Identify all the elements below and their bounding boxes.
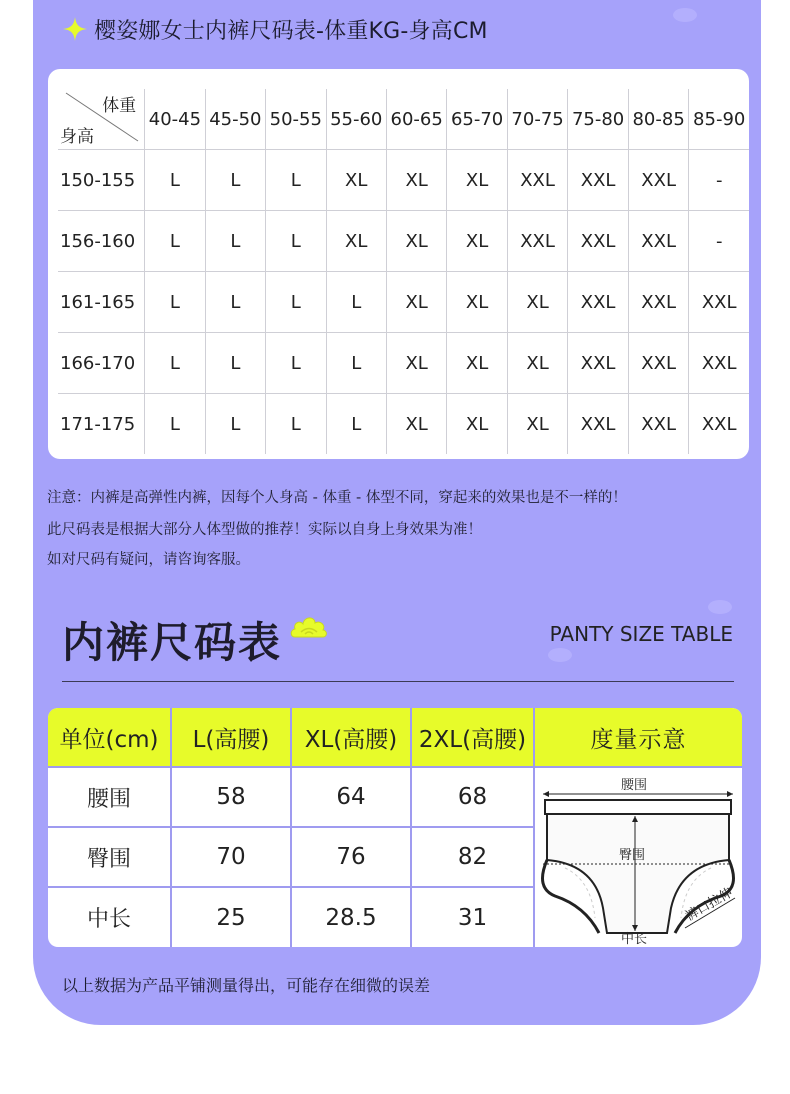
size-value: 82 [412, 828, 535, 888]
table-row [58, 211, 749, 272]
weight-range: 45-50 [205, 89, 265, 150]
size-cell: XXL [568, 333, 629, 394]
size-cell: XL [386, 272, 446, 333]
section-subtitle: PANTY SIZE TABLE [549, 622, 733, 646]
note-line: 此尺码表是根据大部分人体型做的推荐！实际以自身上身效果为准！ [47, 522, 482, 538]
height-range: 150-155 [58, 150, 145, 211]
weight-range: 75-80 [568, 89, 629, 150]
weight-range: 65-70 [447, 89, 507, 150]
corner-weight-label: 体重 [102, 96, 137, 116]
size-cell: XL [447, 150, 507, 211]
size-cell: XL [386, 211, 446, 272]
weight-range: 80-85 [628, 89, 689, 150]
size-cell: XXL [628, 394, 689, 455]
header-size-2xl: 2XL(高腰) [412, 708, 535, 768]
corner-height-label: 身高 [60, 127, 94, 147]
weight-range: 40-45 [145, 89, 205, 150]
decor-dot [673, 8, 697, 22]
decor-dot [548, 648, 572, 662]
size-value: 31 [412, 888, 535, 947]
size-cell: XL [386, 333, 446, 394]
size-cell: XL [447, 333, 507, 394]
weight-range: 50-55 [266, 89, 326, 150]
size-cell: XXL [507, 150, 568, 211]
diagram-waist-label: 腰围 [621, 778, 648, 793]
size-cell: XL [386, 394, 446, 455]
size-cell: XXL [568, 150, 629, 211]
size-cell: L [266, 333, 326, 394]
table-row [58, 394, 749, 455]
size-cell: XXL [568, 272, 629, 333]
header-size-l: L(高腰) [172, 708, 292, 768]
weight-height-chart [48, 69, 749, 459]
page-header [62, 12, 488, 46]
row-label-hip: 臀围 [48, 828, 172, 888]
size-cell: L [326, 272, 386, 333]
size-cell: L [205, 394, 265, 455]
size-value: 64 [292, 768, 412, 828]
size-cell: L [266, 211, 326, 272]
size-cell: L [145, 394, 205, 455]
height-range: 166-170 [58, 333, 145, 394]
size-cell: L [145, 211, 205, 272]
size-cell: L [145, 333, 205, 394]
row-label-waist: 腰围 [48, 768, 172, 828]
size-cell: L [145, 272, 205, 333]
size-cell: L [205, 333, 265, 394]
size-cell: L [326, 333, 386, 394]
size-cell: XXL [628, 211, 689, 272]
size-cell: L [145, 150, 205, 211]
size-cell: XXL [689, 333, 749, 394]
size-value: 68 [412, 768, 535, 828]
header-size-xl: XL(高腰) [292, 708, 412, 768]
size-cell: XL [447, 394, 507, 455]
size-cell: XL [507, 333, 568, 394]
size-cell: L [205, 211, 265, 272]
decor-dot [708, 600, 732, 614]
diagram-length-label: 中长 [621, 932, 648, 947]
divider [62, 681, 734, 682]
size-cell: L [266, 272, 326, 333]
size-cell: L [266, 150, 326, 211]
weight-range: 55-60 [326, 89, 386, 150]
size-cell: L [326, 394, 386, 455]
size-cell: XXL [689, 394, 749, 455]
weight-height-table [58, 89, 749, 454]
row-label-length: 中长 [48, 888, 172, 947]
page-title: 樱姿娜女士内裤尺码表-体重KG-身高CM [94, 18, 488, 44]
size-value: 76 [292, 828, 412, 888]
size-cell: XXL [689, 272, 749, 333]
weight-range: 70-75 [507, 89, 568, 150]
size-cell: XL [507, 272, 568, 333]
height-range: 156-160 [58, 211, 145, 272]
sparkle-icon [62, 16, 88, 42]
size-cell: XXL [568, 394, 629, 455]
size-value: 28.5 [292, 888, 412, 947]
size-cell: XXL [628, 333, 689, 394]
cloud-icon [289, 611, 329, 643]
height-range: 171-175 [58, 394, 145, 455]
size-cell: L [205, 150, 265, 211]
size-cell: L [205, 272, 265, 333]
size-cell: XL [386, 150, 446, 211]
size-cell: L [266, 394, 326, 455]
corner-cell [58, 89, 145, 150]
diagram-hip-label: 臀围 [619, 848, 646, 863]
size-value: 70 [172, 828, 292, 888]
size-value: 25 [172, 888, 292, 947]
note-line: 注意：内裤是高弹性内裤，因每个人身高 - 体重 - 体型不同，穿起来的效果也是不一样的！ [47, 490, 627, 506]
note-line: 如对尺码有疑问，请咨询客服。 [47, 552, 250, 568]
weight-range: 60-65 [386, 89, 446, 150]
size-cell: XXL [628, 272, 689, 333]
size-cell: XL [447, 211, 507, 272]
size-cell: XL [507, 394, 568, 455]
size-cell: - [689, 150, 749, 211]
table-row [58, 150, 749, 211]
weight-range: 85-90 [689, 89, 749, 150]
measurement-diagram [535, 768, 742, 947]
table-row [58, 333, 749, 394]
section-title: 内裤尺码表 [62, 618, 283, 667]
header-diagram: 度量示意 [535, 708, 742, 768]
footer-note: 以上数据为产品平铺测量得出，可能存在细微的误差 [62, 976, 431, 995]
size-cell: XXL [628, 150, 689, 211]
size-cell: XL [326, 211, 386, 272]
size-table [48, 708, 742, 947]
diagram-leg-label: 裤口拉伸 [683, 885, 736, 925]
height-range: 161-165 [58, 272, 145, 333]
size-cell: XXL [568, 211, 629, 272]
table-row [58, 272, 749, 333]
size-cell: XL [447, 272, 507, 333]
size-cell: XL [326, 150, 386, 211]
table-header-row [58, 89, 749, 150]
header-unit: 单位(cm) [48, 708, 172, 768]
size-cell: - [689, 211, 749, 272]
size-cell: XXL [507, 211, 568, 272]
size-value: 58 [172, 768, 292, 828]
